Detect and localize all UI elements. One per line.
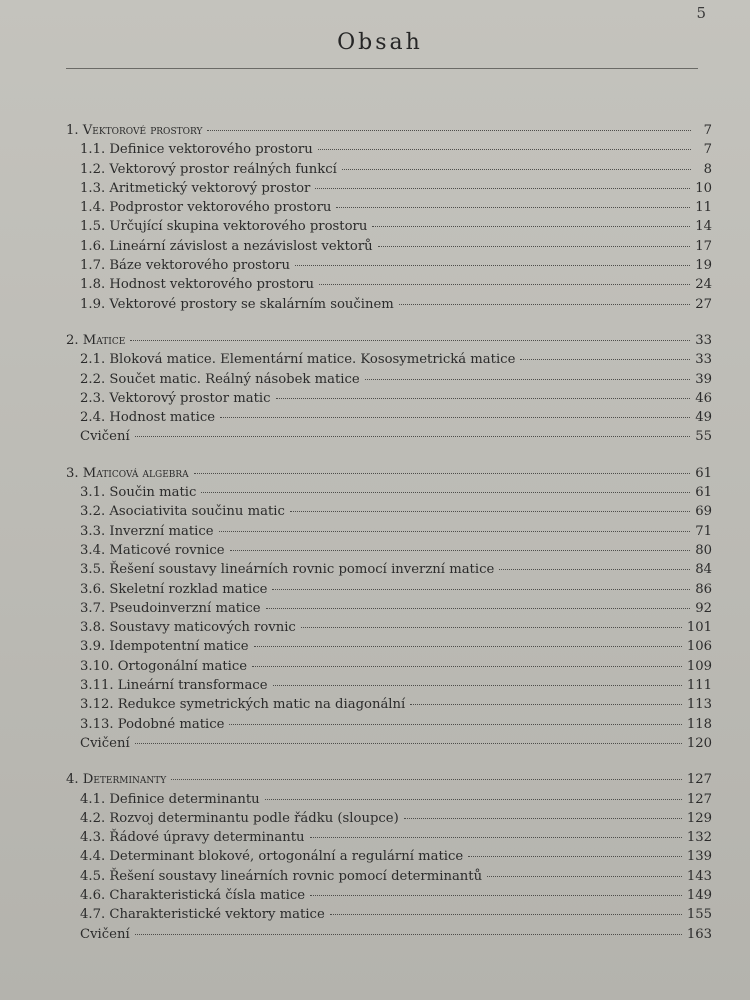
dot-leader	[201, 492, 690, 493]
toc-subsection	[66, 925, 712, 944]
dot-leader	[135, 934, 682, 935]
toc-entry-label: 2.3. Vektorový prostor matic	[80, 390, 271, 406]
toc-entry-page: 127	[686, 791, 712, 807]
toc-entry-page: 113	[686, 697, 712, 713]
toc-entry-page: 7	[703, 123, 712, 138]
page-title: Obsah	[337, 30, 423, 55]
toc-entry-label: 2.1. Bloková matice. Elementární matice. Kososymetrická matice	[80, 352, 516, 368]
toc-entry-label: 1.2. Vektorový prostor reálných funkcí	[80, 161, 337, 177]
toc-subsection	[66, 483, 712, 502]
dot-leader	[499, 569, 690, 570]
toc-entry-page: 33	[695, 332, 712, 348]
toc-entry-label: 1.3. Aritmetický vektorový prostor	[80, 180, 311, 196]
toc-entry-page: 86	[695, 581, 712, 597]
toc-chapter	[66, 331, 712, 350]
dot-leader	[219, 531, 691, 532]
toc-subsection	[66, 370, 712, 389]
dot-leader	[266, 608, 691, 609]
dot-leader	[378, 246, 691, 247]
toc-subsection	[66, 599, 712, 618]
toc-entry-page: 80	[695, 542, 712, 558]
toc-entry-label: 3.7. Pseudoinverzní matice	[80, 600, 261, 616]
toc-entry-label: 3. Maticová algebra	[66, 465, 189, 481]
toc-subsection	[66, 809, 712, 828]
toc-subsection	[66, 541, 712, 560]
toc-entry-label: Cvičení	[80, 735, 130, 751]
toc-subsection	[66, 734, 712, 753]
toc-entry-page: 7	[703, 142, 712, 158]
toc-entry-page: 163	[686, 926, 712, 942]
dot-leader	[487, 876, 682, 877]
table-of-contents	[66, 121, 712, 961]
toc-entry-label: 1.8. Hodnost vektorového prostoru	[80, 277, 315, 293]
toc-entry-page: 8	[703, 161, 712, 177]
toc-entry-label: 4.6. Charakteristická čísla matice	[80, 887, 306, 903]
toc-entry-label: 1.1. Definice vektorového prostoru	[80, 142, 313, 158]
toc-entry-label: 1. Vektorové prostory	[66, 123, 203, 138]
dot-leader	[318, 149, 691, 150]
dot-leader	[230, 550, 691, 551]
dot-leader	[194, 473, 691, 474]
toc-entry-page: 14	[695, 219, 712, 235]
toc-entry-label: 4.3. Řádové úpravy determinantu	[80, 830, 305, 846]
dot-leader	[252, 666, 682, 667]
toc-entry-label: 3.3. Inverzní matice	[80, 523, 214, 539]
toc-entry-page: 92	[695, 600, 712, 616]
toc-subsection	[66, 637, 712, 656]
dot-leader	[272, 589, 690, 590]
toc-entry-page: 19	[695, 258, 712, 274]
toc-subsection	[66, 198, 712, 217]
dot-leader	[301, 627, 682, 628]
toc-entry-label: 4.2. Rozvoj determinantu podle řádku (sloupce)	[80, 810, 399, 826]
toc-entry-page: 24	[695, 277, 712, 293]
toc-entry-label: 1.9. Vektorové prostory se skalárním součinem	[80, 296, 394, 312]
dot-leader	[276, 398, 691, 399]
toc-entry-label: 2.4. Hodnost matice	[80, 410, 216, 426]
toc-subsection	[66, 828, 712, 847]
toc-entry-label: 2. Matice	[66, 332, 126, 348]
toc-subsection	[66, 179, 712, 198]
toc-entry-page: 101	[686, 620, 712, 636]
toc-entry-page: 120	[686, 735, 712, 751]
dot-leader	[310, 837, 682, 838]
toc-subsection	[66, 427, 712, 446]
toc-entry-page: 118	[686, 716, 712, 732]
dot-leader	[404, 818, 682, 819]
page-number: 5	[696, 4, 706, 22]
toc-section	[66, 331, 712, 447]
title-divider	[66, 68, 698, 69]
toc-entry-page: 139	[686, 849, 712, 865]
toc-entry-label: 1.6. Lineární závislost a nezávislost vektorů	[80, 238, 373, 254]
dot-leader	[135, 436, 691, 437]
toc-entry-page: 61	[695, 465, 712, 481]
dot-leader	[399, 304, 690, 305]
dot-leader	[372, 226, 690, 227]
dot-leader	[330, 914, 682, 915]
toc-subsection	[66, 657, 712, 676]
toc-entry-page: 49	[695, 410, 712, 426]
dot-leader	[520, 359, 690, 360]
toc-entry-page: 17	[695, 238, 712, 254]
toc-entry-label: 3.12. Redukce symetrických matic na diagonální	[80, 697, 406, 713]
toc-entry-label: 4.7. Charakteristické vektory matice	[80, 907, 325, 923]
toc-entry-page: 71	[695, 523, 712, 539]
toc-entry-label: Cvičení	[80, 926, 130, 942]
toc-chapter	[66, 121, 712, 140]
dot-leader	[220, 417, 690, 418]
toc-subsection	[66, 867, 712, 886]
toc-entry-label: 3.6. Skeletní rozklad matice	[80, 581, 268, 597]
toc-subsection	[66, 905, 712, 924]
toc-entry-label: 1.7. Báze vektorového prostoru	[80, 258, 290, 274]
toc-subsection	[66, 886, 712, 905]
toc-entry-label: 3.11. Lineární transformace	[80, 678, 268, 694]
toc-entry-page: 69	[695, 504, 712, 520]
dot-leader	[310, 895, 682, 896]
toc-chapter	[66, 770, 712, 789]
dot-leader	[315, 188, 690, 189]
toc-subsection	[66, 522, 712, 541]
toc-subsection	[66, 847, 712, 866]
dot-leader	[229, 724, 681, 725]
dot-leader	[468, 856, 682, 857]
toc-entry-label: 3.5. Řešení soustavy lineárních rovnic pomocí inverzní matice	[80, 562, 495, 578]
toc-subsection	[66, 676, 712, 695]
toc-chapter	[66, 464, 712, 483]
toc-entry-label: 4.1. Definice determinantu	[80, 791, 260, 807]
toc-subsection	[66, 618, 712, 637]
toc-subsection	[66, 695, 712, 714]
toc-subsection	[66, 560, 712, 579]
dot-leader	[265, 799, 682, 800]
toc-entry-label: 4. Determinanty	[66, 772, 167, 788]
toc-entry-page: 127	[686, 772, 712, 788]
toc-entry-page: 129	[686, 810, 712, 826]
toc-entry-page: 46	[695, 390, 712, 406]
dot-leader	[171, 779, 682, 780]
toc-subsection	[66, 256, 712, 275]
toc-subsection	[66, 140, 712, 159]
dot-leader	[342, 169, 691, 170]
toc-entry-page: 111	[686, 678, 712, 694]
dot-leader	[207, 130, 691, 131]
toc-entry-page: 27	[695, 296, 712, 312]
toc-entry-label: 1.5. Určující skupina vektorového prostoru	[80, 219, 368, 235]
dot-leader	[410, 704, 682, 705]
toc-entry-page: 149	[686, 887, 712, 903]
toc-entry-label: 2.2. Součet matic. Reálný násobek matice	[80, 371, 360, 387]
toc-entry-page: 11	[695, 200, 712, 216]
toc-entry-label: 3.4. Maticové rovnice	[80, 542, 225, 558]
toc-entry-page: 106	[686, 639, 712, 655]
toc-section	[66, 770, 712, 944]
toc-entry-page: 10	[695, 180, 712, 196]
toc-entry-label: 3.8. Soustavy maticových rovnic	[80, 620, 296, 636]
toc-subsection	[66, 350, 712, 369]
toc-entry-label: 3.1. Součin matic	[80, 485, 197, 501]
toc-entry-page: 39	[695, 371, 712, 387]
toc-subsection	[66, 790, 712, 809]
toc-entry-page: 55	[695, 429, 712, 445]
dot-leader	[130, 340, 690, 341]
toc-subsection	[66, 275, 712, 294]
toc-entry-page: 132	[686, 830, 712, 846]
toc-subsection	[66, 237, 712, 256]
dot-leader	[135, 743, 682, 744]
toc-subsection	[66, 715, 712, 734]
toc-entry-label: 4.4. Determinant blokové, ortogonální a regulární matice	[80, 849, 464, 865]
toc-entry-label: 1.4. Podprostor vektorového prostoru	[80, 200, 332, 216]
toc-entry-page: 109	[686, 658, 712, 674]
toc-entry-page: 61	[695, 485, 712, 501]
toc-subsection	[66, 580, 712, 599]
toc-subsection	[66, 408, 712, 427]
dot-leader	[254, 646, 682, 647]
toc-entry-page: 33	[695, 352, 712, 368]
toc-entry-page: 155	[686, 907, 712, 923]
dot-leader	[273, 685, 682, 686]
toc-subsection	[66, 160, 712, 179]
toc-subsection	[66, 502, 712, 521]
toc-entry-label: 4.5. Řešení soustavy lineárních rovnic pomocí determinantů	[80, 868, 483, 884]
toc-subsection	[66, 295, 712, 314]
toc-entry-label: 3.10. Ortogonální matice	[80, 658, 248, 674]
toc-section	[66, 121, 712, 314]
dot-leader	[336, 207, 690, 208]
toc-section	[66, 464, 712, 753]
toc-entry-label: 3.9. Idempotentní matice	[80, 639, 249, 655]
dot-leader	[319, 284, 690, 285]
dot-leader	[365, 379, 691, 380]
toc-entry-page: 84	[695, 562, 712, 578]
dot-leader	[290, 511, 690, 512]
toc-entry-label: 3.2. Asociativita součinu matic	[80, 504, 285, 520]
toc-subsection	[66, 389, 712, 408]
dot-leader	[295, 265, 690, 266]
toc-entry-label: 3.13. Podobné matice	[80, 716, 225, 732]
toc-subsection	[66, 217, 712, 236]
toc-entry-page: 143	[686, 868, 712, 884]
toc-entry-label: Cvičení	[80, 429, 130, 445]
